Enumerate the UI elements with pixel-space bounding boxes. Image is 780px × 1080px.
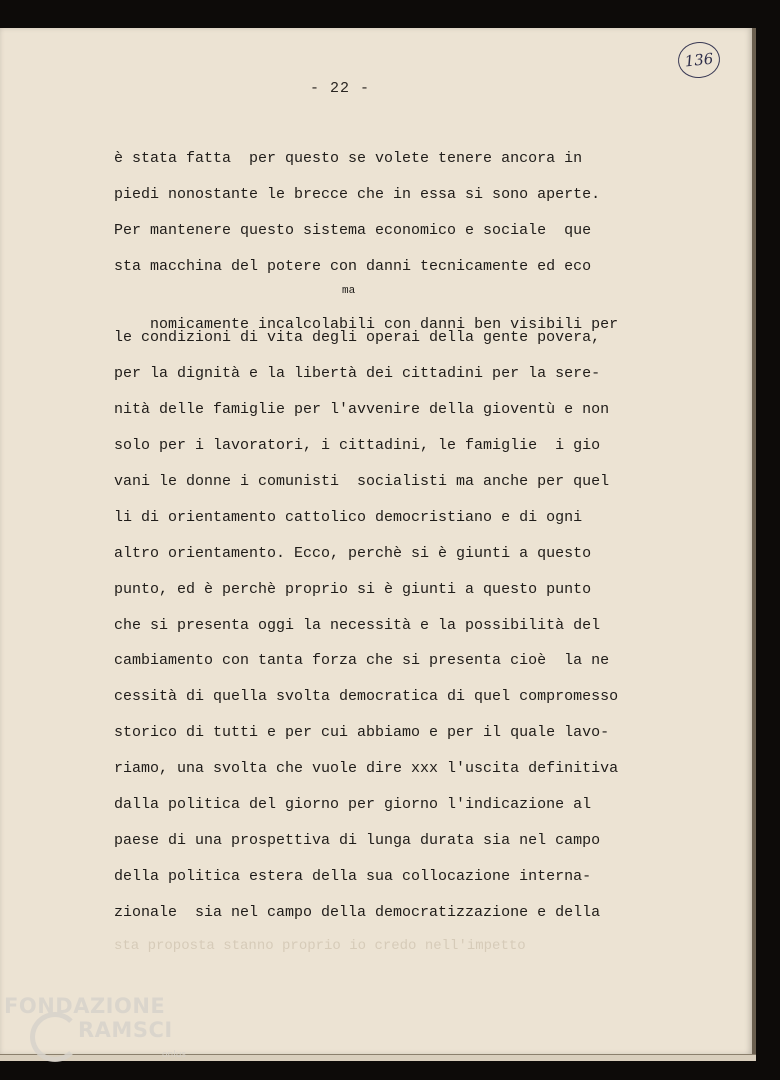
typed-body-text bbox=[114, 148, 674, 938]
fondazione-gramsci-watermark bbox=[2, 994, 202, 1074]
text-line: è stata fatta per questo se volete tenere ancora in bbox=[114, 150, 583, 167]
text-line-with-insert bbox=[114, 284, 674, 333]
text-line: cambiamento con tanta forza che si presenta cioè la ne bbox=[114, 652, 610, 670]
text-line: della politica estera della sua collocazione interna- bbox=[114, 867, 592, 885]
text-line: vani le donne i comunisti socialisti ma anche per quel bbox=[114, 473, 610, 491]
text-line: zionale sia nel campo della democratizzazione e della bbox=[114, 903, 601, 921]
handwritten-insert: ma bbox=[342, 284, 356, 297]
gramsci-logo-icon bbox=[30, 1012, 80, 1062]
text-line: altro orientamento. Ecco, perchè si è giunti a questo bbox=[114, 544, 592, 562]
archive-number-stamp: 136 bbox=[676, 40, 722, 80]
text-line: paese di una prospettiva di lunga durata sia nel campo bbox=[114, 831, 601, 849]
text-line: sta macchina del potere con danni tecnicamente ed eco bbox=[114, 257, 592, 275]
page-number: - 22 - bbox=[309, 80, 370, 97]
text-line: dalla politica del giorno per giorno l'indicazione al bbox=[114, 796, 592, 814]
page-right-edge bbox=[752, 28, 756, 1060]
text-line: piedi nonostante le brecce che in essa si sono aperte. bbox=[114, 185, 601, 203]
text-line: cessità di quella svolta democratica di quel compromesso bbox=[114, 688, 619, 706]
text-line: punto, ed è perchè proprio si è giunti a questo punto bbox=[114, 580, 592, 598]
text-line: per la dignità e la libertà dei cittadini per la sere- bbox=[114, 365, 601, 383]
text-line: le condizioni di vita degli operai della gente povera, bbox=[114, 329, 601, 347]
text-line: riamo, una svolta che vuole dire xxx l'uscita definitiva bbox=[114, 760, 619, 778]
text-line: che si presenta oggi la necessità e la possibilità del bbox=[114, 616, 601, 634]
bleed-through-text: sta proposta stanno proprio io credo nell'impetto bbox=[114, 938, 526, 954]
watermark-line2: RAMSCI bbox=[78, 1018, 173, 1042]
text-line: storico di tutti e per cui abbiamo e per il quale lavo- bbox=[114, 724, 610, 742]
text-line: solo per i lavoratori, i cittadini, le famiglie i gio bbox=[114, 437, 601, 455]
text-line: Per mantenere questo sistema economico e sociale que bbox=[114, 221, 592, 239]
watermark-small: onlus bbox=[162, 1050, 187, 1060]
text-line: li di orientamento cattolico democristiano e di ogni bbox=[114, 508, 583, 526]
watermark-line1: FONDAZIONE bbox=[4, 994, 166, 1018]
text-line: nomicamente incalcolabili con danni ben visibili per bbox=[150, 315, 619, 333]
text-line: nità delle famiglie per l'avvenire della gioventù e non bbox=[114, 401, 610, 419]
